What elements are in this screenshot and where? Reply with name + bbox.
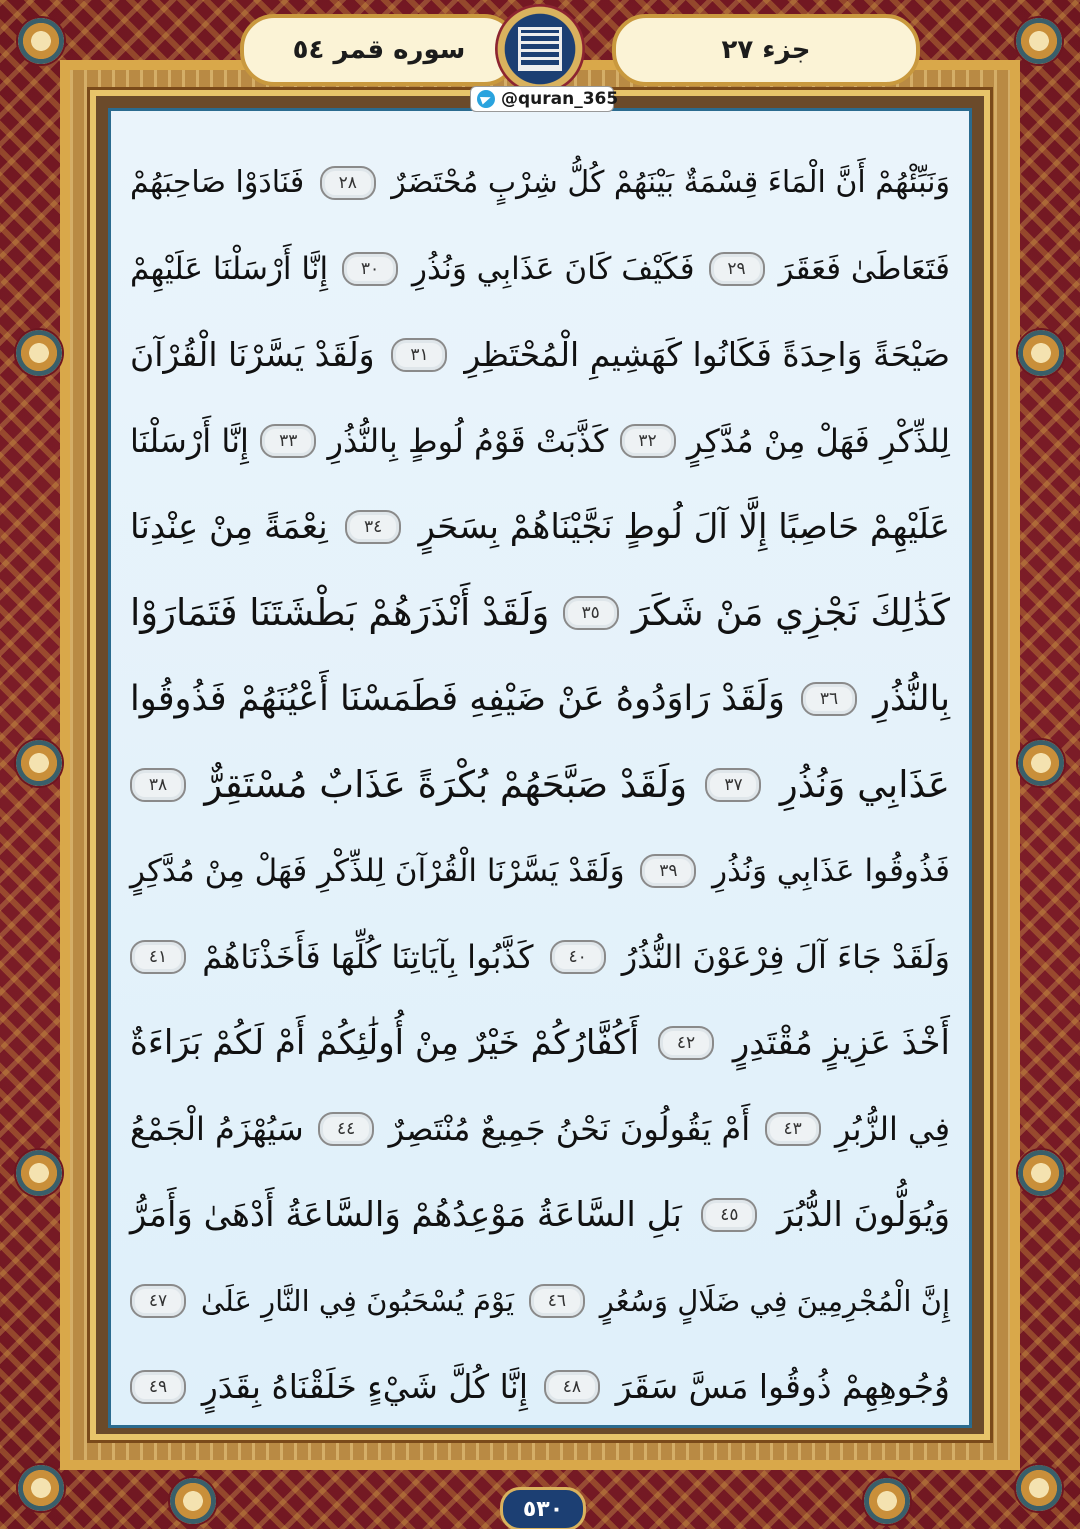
verse-text: كَذَّبَتْ قَوْمُ لُوطٍ بِالنُّذُرِ [327,422,609,460]
rosette-ornament-icon [18,18,64,64]
verse-line [130,1086,950,1172]
verse-text: بَلِ السَّاعَةُ مَوْعِدُهُمْ وَالسَّاعَةُ أَدْهَىٰ وَأَمَرُّ [130,1195,682,1235]
verse-text: فَكَيْفَ كَانَ عَذَابِي وَنُذُرِ [411,251,695,287]
ayah-number-marker: ٤٢ [658,1026,714,1060]
verse-text: عَلَيْهِمْ حَاصِبًا إِلَّا آلَ لُوطٍ نَجَّيْنَاهُمْ بِسَحَرٍ [418,507,950,547]
verse-text: أَمْ يَقُولُونَ نَحْنُ جَمِيعٌ مُنْتَصِرٌ [388,1110,751,1148]
verse-text: يَوْمَ يُسْحَبُونَ فِي النَّارِ عَلَىٰ [200,1284,515,1318]
rosette-ornament-icon [16,740,62,786]
ayah-number-marker: ٣٤ [345,510,401,544]
ayah-number-marker: ٣٩ [640,854,696,888]
page-number: ٥٣٠ [500,1487,586,1529]
verse-text: أَخْذَ عَزِيزٍ مُقْتَدِرٍ [732,1023,950,1063]
verse-line [130,1172,950,1258]
ayah-number-marker: ٣٠ [342,252,398,286]
juz-label: جزء ۲۷ [612,14,920,86]
verse-line [130,226,950,312]
verse-text: فَنَادَوْا صَاحِبَهُمْ [130,165,305,200]
rosette-ornament-icon [16,330,62,376]
verse-text: وَلَقَدْ أَنْذَرَهُمْ بَطْشَتَنَا فَتَمَارَوْا [130,591,550,634]
verse-text: فِي الزُّبُرِ [835,1110,950,1148]
verse-text: إِنَّا أَرْسَلْنَا عَلَيْهِمْ [130,251,329,287]
emblem-logo-icon [495,4,585,94]
verse-text: صَيْحَةً وَاحِدَةً فَكَانُوا كَهَشِيمِ الْمُحْتَظِرِ [464,335,950,374]
verse-text: كَذَّبُوا بِآيَاتِنَا كُلِّهَا فَأَخَذْنَاهُمْ [202,938,534,976]
verse-lines [130,140,950,1406]
surah-label: سوره قمر ٥٤ [240,14,518,86]
rosette-ornament-icon [1018,740,1064,786]
verse-text: بِالنُّذُرِ [873,679,950,719]
ayah-number-marker: ٤٨ [544,1370,600,1404]
rosette-ornament-icon [1016,1465,1062,1511]
verse-text: فَتَعَاطَىٰ فَعَقَرَ [778,251,950,287]
verse-line [130,742,950,828]
ayah-number-marker: ٣٦ [801,682,857,716]
ayah-number-marker: ٣٣ [260,424,316,458]
ayah-number-marker: ٣٢ [620,424,676,458]
rosette-ornament-icon [16,1150,62,1196]
verse-text: وَلَقَدْ يَسَّرْنَا الْقُرْآنَ لِلذِّكْرِ فَهَلْ مِنْ مُدَّكِرٍ [130,853,625,889]
ayah-number-marker: ٣٨ [130,768,186,802]
verse-text: وَلَقَدْ يَسَّرْنَا الْقُرْآنَ [130,335,375,374]
verse-text: إِنَّ الْمُجْرِمِينَ فِي ضَلَالٍ وَسُعُرٍ [599,1284,950,1318]
verse-text: وَيُوَلُّونَ الدُّبُرَ [776,1195,950,1235]
verse-line [130,312,950,398]
telegram-handle[interactable] [470,86,619,112]
verse-text: أَكُفَّارُكُمْ خَيْرٌ مِنْ أُولَٰئِكُمْ أَمْ لَكُمْ بَرَاءَةٌ [130,1023,640,1063]
ayah-number-marker: ٤٧ [130,1284,186,1318]
verse-line [130,828,950,914]
verse-text: وَلَقَدْ صَبَّحَهُمْ بُكْرَةً عَذَابٌ مُسْتَقِرٌّ [204,763,688,806]
verse-text: عَذَابِي وَنُذُرِ [779,763,950,806]
ayah-number-marker: ٤٩ [130,1370,186,1404]
ayah-number-marker: ٤١ [130,940,186,974]
verse-text: لِلذِّكْرِ فَهَلْ مِنْ مُدَّكِرٍ [686,422,950,460]
ayah-number-marker: ٣٥ [563,596,619,630]
handle-text: @quran_365 [501,89,619,109]
verse-text: وَنَبِّئْهُمْ أَنَّ الْمَاءَ قِسْمَةٌ بَيْنَهُمْ كُلُّ شِرْبٍ مُحْتَضَرٌ [391,165,950,200]
verse-line [130,1344,950,1430]
verse-line [130,1000,950,1086]
verse-text: وُجُوهِهِمْ ذُوقُوا مَسَّ سَقَرَ [615,1367,950,1406]
ayah-number-marker: ٤٠ [550,940,606,974]
verse-text: فَذُوقُوا عَذَابِي وَنُذُرِ [712,853,950,889]
ayah-number-marker: ٢٩ [709,252,765,286]
verse-text: إِنَّا كُلَّ شَيْءٍ خَلَقْنَاهُ بِقَدَرٍ [201,1367,529,1406]
rosette-ornament-icon [18,1465,64,1511]
verse-text: إِنَّا أَرْسَلْنَا [130,422,249,460]
rosette-ornament-icon [1018,330,1064,376]
ayah-number-marker: ٤٤ [318,1112,374,1146]
verse-line [130,398,950,484]
verse-line [130,140,950,226]
rosette-ornament-icon [170,1478,216,1524]
verse-text: وَلَقَدْ جَاءَ آلَ فِرْعَوْنَ النُّذُرُ [621,938,950,976]
ayah-number-marker: ٤٣ [765,1112,821,1146]
verse-line [130,1258,950,1344]
verse-text: كَذَٰلِكَ نَجْزِي مَنْ شَكَرَ [631,591,950,634]
ayah-number-marker: ٤٥ [701,1198,757,1232]
rosette-ornament-icon [1018,1150,1064,1196]
ayah-number-marker: ٢٨ [320,166,376,200]
telegram-icon [477,90,495,108]
verse-line [130,914,950,1000]
verse-text: سَيُهْزَمُ الْجَمْعُ [130,1110,304,1148]
ayah-number-marker: ٤٦ [529,1284,585,1318]
verse-line [130,570,950,656]
verse-line [130,656,950,742]
ayah-number-marker: ٣١ [391,338,447,372]
verse-text: وَلَقَدْ رَاوَدُوهُ عَنْ ضَيْفِهِ فَطَمَسْنَا أَعْيُنَهُمْ فَذُوقُوا [130,679,785,719]
ayah-number-marker: ٣٧ [705,768,761,802]
verse-text: نِعْمَةً مِنْ عِنْدِنَا [130,507,328,547]
rosette-ornament-icon [1016,18,1062,64]
rosette-ornament-icon [864,1478,910,1524]
verse-line [130,484,950,570]
